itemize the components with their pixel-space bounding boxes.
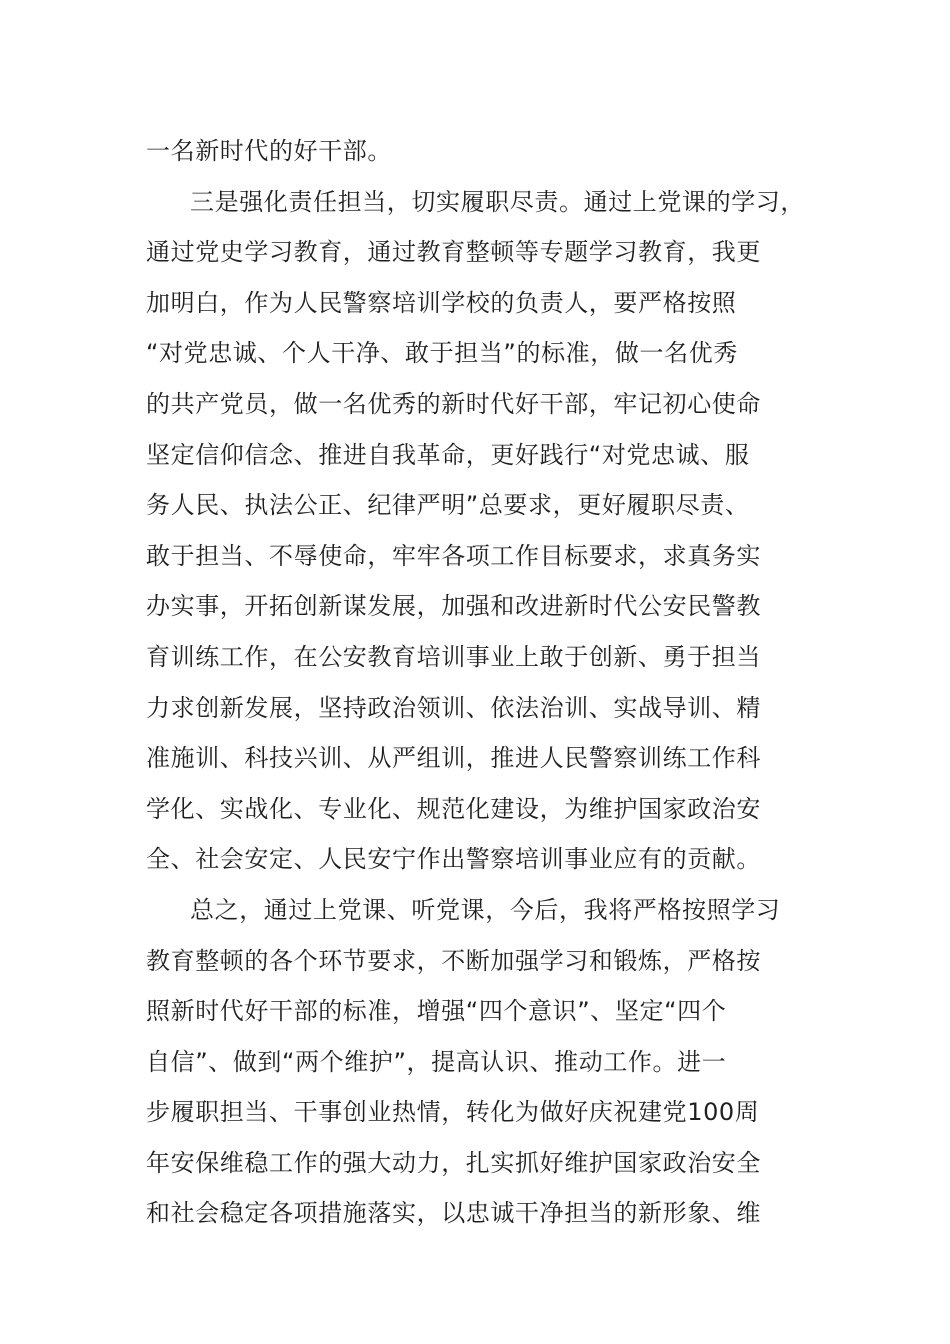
text-line: 办实事，开拓创新谋发展，加强和改进新时代公安民警教 xyxy=(146,592,761,621)
text-line: 通过党史学习教育，通过教育整顿等专题学习教育，我更 xyxy=(146,238,761,267)
paragraph-start-line: 三是强化责任担当，切实履职尽责。通过上党课的学习， xyxy=(190,187,805,216)
text-line: 全、社会安定、人民安宁作出警察培训事业应有的贡献。 xyxy=(146,845,761,874)
text-line: 教育整顿的各个环节要求，不断加强学习和锻炼，严格按 xyxy=(146,946,761,975)
text-line: 和社会稳定各项措施落实，以忠诚干净担当的新形象、维 xyxy=(146,1199,761,1228)
text-line: 务人民、执法公正、纪律严明”总要求，更好履职尽责、 xyxy=(146,491,750,520)
text-line: 敢于担当、不辱使命，牢牢各项工作目标要求，求真务实 xyxy=(146,541,761,570)
text-line: 坚定信仰信念、推进自我革命，更好践行“对党忠诚、服 xyxy=(146,440,750,469)
text-line: “对党忠诚、个人干净、敢于担当”的标准，做一名优秀 xyxy=(146,339,738,368)
text-line: 步履职担当、干事创业热情，转化为做好庆祝建党100周 xyxy=(146,1098,760,1127)
text-line: 年安保维稳工作的强大动力，扎实抓好维护国家政治安全 xyxy=(146,1148,761,1177)
text-line: 自信”、做到“两个维护”，提高认识、推动工作。进一 xyxy=(146,1047,727,1076)
body-text xyxy=(146,126,806,1239)
text-line: 的共产党员，做一名优秀的新时代好干部，牢记初心使命 xyxy=(146,389,761,418)
text-line: 学化、实战化、专业化、规范化建设，为维护国家政治安 xyxy=(146,794,761,823)
paragraph-start-line: 总之，通过上党课、听党课，今后，我将严格按照学习 xyxy=(190,895,781,924)
text-line: 育训练工作，在公安教育培训事业上敢于创新、勇于担当 xyxy=(146,642,761,671)
text-line: 一名新时代的好干部。 xyxy=(146,137,392,165)
text-line: 力求创新发展，坚持政治领训、依法治训、实战导训、精 xyxy=(146,693,761,722)
text-line: 准施训、科技兴训、从严组训，推进人民警察训练工作科 xyxy=(146,744,761,773)
text-line: 照新时代好干部的标准，增强“四个意识”、坚定“四个 xyxy=(146,997,727,1026)
text-line: 加明白，作为人民警察培训学校的负责人，要严格按照 xyxy=(146,288,737,317)
